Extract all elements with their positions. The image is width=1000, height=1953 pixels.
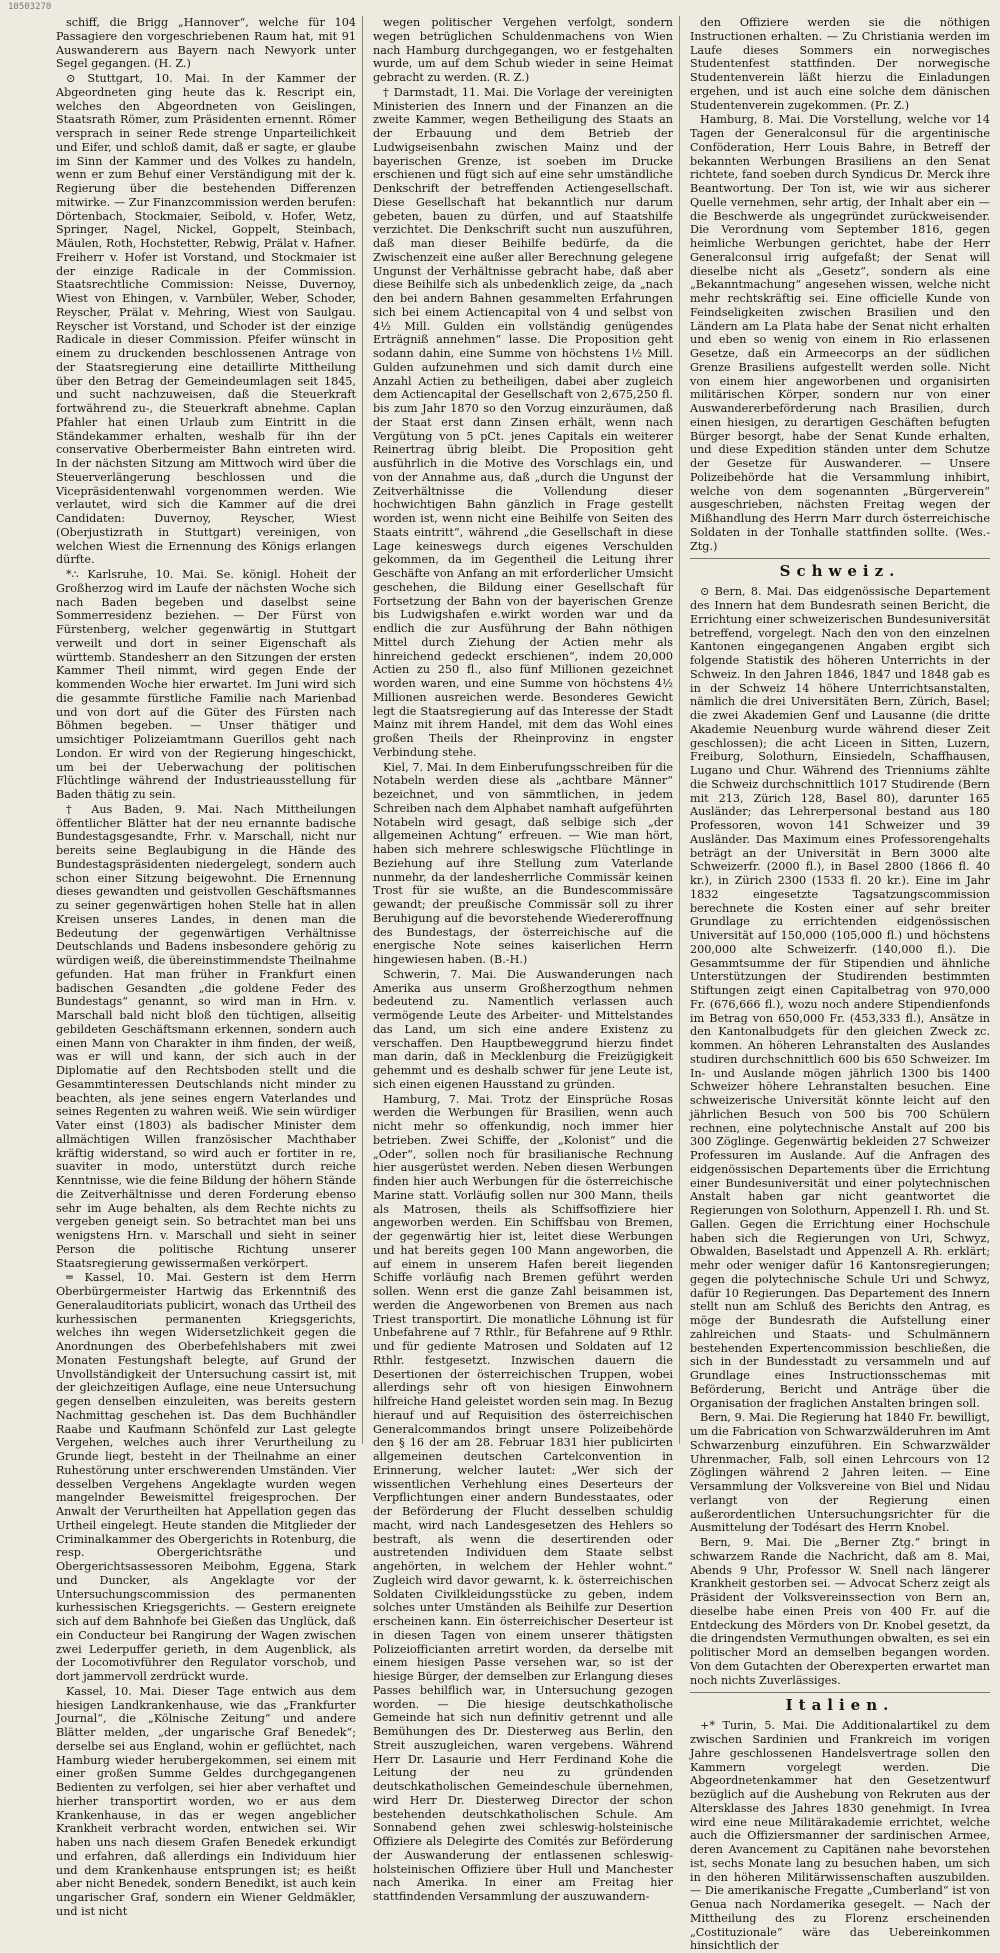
article-continuation-officers: den Offiziere werden sie die nöthigen Instructionen erhalten. — Zu Christiania werden im Laufe dieses Sommers ein norwegisches Studentenfest stattfinden. Der norwegische Studentenverein läßt hierzu die Einladungen ergehen, und ist auch eine solche dem dänischen Studentenverein zugekommen. (Pr. Z.) [690, 16, 990, 112]
article-kassel-1: ═ Kassel, 10. Mai. Gestern ist dem Herrn Oberbürgermeister Hartwig das Erkenntniß des Generalauditoriats publicirt, wonach das Urtheil des kurhessischen permanenten Kriegsgerichts, welches ihn wegen Widersetzlichkeit gegen die Anordnungen des Oberbefehlshabers mit zwei Monaten Festungshaft belegte, auf Grund der Unvollständigkeit der Untersuchung cassirt ist, mit der gleichzeitigen Auflage, eine neue Untersuchung gegen denselben einzuleiten, was bereits gestern Nachmittag geschehen ist. Das dem Buchhändler Raabe und Kaufmann Schönfeld zur Last gelegte Vergehen, welches auch ihrer Verurtheilung zu Grunde liegt, besteht in der Theilnahme an einer Ruhestörung unter erschwerenden Umständen. Vier desselben Vergehens Angeklagte wurden wegen mangelnder Beweismittel freigesprochen. Der Anwalt der Verurtheilten hat Appellation gegen das Urtheil eingelegt. Heute standen die Mitglieder der Criminalkammer des Obergerichts in Rotenburg, die resp. Obergerichtsräthe und Obergerichtsassessoren Meibohm, Eggena, Stark und Duncker, als Angeklagte vor der Untersuchungscommission des permanenten kurhessischen Kriegsgerichts. — Gestern ereignete sich auf dem Bahnhofe bei Gießen das Unglück, daß ein Conducteur bei Rangirung der Wagen zwischen zwei Lederpuffer gerieth, in dem Augenblick, als der Locomotivführer den Regulator vorschob, und dort jammervoll zerdrückt wurde. [56, 1271, 356, 1683]
article-turin: +* Turin, 5. Mai. Die Additionalartikel zu dem zwischen Sardinien und Frankreich im vorigen Jahre geschlossenen Handelsvertrage sollen den Kammern vorgelegt werden. Die Abgeordnetenkammer hat den Gesetzentwurf bezüglich auf die Aushebung von Rekruten aus der Altersklasse des Jahres 1830 genehmigt. In Ivrea wird eine neue Militärakademie errichtet, welche auch die Offiziersmanner der sardinischen Armee, deren Avancement zu Capitänen nahe bevorstehen ist, sechs Monate lang zu besuchen haben, um sich in den höheren Militärwissenschaften auszubilden. — Die amerikanische Fregatte „Cumberland“ ist von Genua nach Nordamerika gesegelt. — Nach der Mittheilung des zu Florenz erscheinenden „Costituzionale“ wäre das Uebereinkommen hinsichtlich der [690, 1719, 990, 1953]
column-2 [373, 16, 680, 1903]
section-heading-italien: Italien. [690, 1692, 990, 1714]
article-stuttgart: ⊙ Stuttgart, 10. Mai. In der Kammer der Abgeordneten ging heute das k. Rescript ein, welches den Abgeordneten von Geislingen, Staatsrath Römer, zum Präsidenten ernennt. Römer versprach in seiner Rede strenge Unparteilichkeit und Eifer, und schloß damit, daß er sagte, er glaube im Sinn der Kammer und des Volkes zu handeln, wenn er zum Behuf einer Verständigung mit der k. Regierung über die bestehenden Differenzen mitwirke. — Zur Finanzcommission werden berufen: Dörtenbach, Stockmaier, Seibold, v. Hofer, Wetz, Springer, Nagel, Nickel, Goppelt, Steinbach, Mäulen, Roth, Hochstetter, Rebwig, Prälat v. Hafner. Freiherr v. Hofer ist Vorstand, und Stockmaier ist der einzige Radicale in der Commission. Staatsrechtliche Commission: Neisse, Duvernoy, Wiest von Ehingen, v. Varnbüler, Weber, Schoder, Reyscher, Prälat v. Mehring, Wiest von Saulgau. Reyscher ist Vorstand, und Schoder ist der einzige Radicale in dieser Commission. Pfeifer wünscht in einem zu druckenden beschlossenen Antrage von der Staatsregierung eine detaillirte Mittheilung über den Betrag der Gemeindeumlagen seit 1845, und sucht nachzuweisen, daß die Steuerkraft fortwährend zu-, die Steuerkraft abnehme. Caplan Pfahler hat einen Urlaub zum Eintritt in die Ständekammer erhalten, weshalb für ihn der conservative Oberbermeister Bahn eintreten wird. In der nächsten Sitzung am Mittwoch wird über die Steuerverlängerung beschlossen und die Vicepräsidentenwahl vorgenommen werden. Wie verlautet, wird sich die Kammer auf die drei Candidaten: Duvernoy, Reyscher, Wiest (Oberjustizrath in Stuttgart) vereinigen, von welchen Wiest die Ernennung des Königs erlangen dürfte. [56, 72, 356, 567]
page-id: 10503270 [8, 2, 52, 12]
article-schwerin: Schwerin, 7. Mai. Die Auswanderungen nach Amerika aus unserm Großherzogthum nehmen bedeutend zu. Namentlich verlassen auch vermögende Leute des Arbeiter- und Mittelstandes das Land, um sich eine andere Existenz zu verschaffen. Den Hauptbeweggrund hierzu findet man darin, daß in Mecklenburg die Freizügigkeit gehemmt und es deshalb schwer für jene Leute ist, sich einen eigenen Hausstand zu gründen. [373, 967, 673, 1091]
article-continuation: wegen politischer Vergehen verfolgt, sondern wegen betrüglichen Schuldenmachens von Wien nach Hamburg durchgegangen, wo er festgehalten wurde, um auf dem Schub wieder in seine Heimat gebracht zu werden. (R. Z.) [373, 16, 673, 84]
article-bern-snell: Bern, 9. Mai. Die „Berner Ztg.“ bringt in schwarzem Rande die Nachricht, daß am 8. Mai, Abends 9 Uhr, Professor W. Snell nach längerer Krankheit gestorben sei. — Advocat Scherz zeigt als Präsident der Volksvereinssection von Bern an, dieselbe habe einen Preis von 400 Fr. auf die Entdeckung des Mörders von Dr. Knobel gesetzt, da die dringendsten Vermuthungen obwalten, es sei ein politischer Mord an demselben begangen worden. Von dem Gutachten der Oberexperten erwartet man noch nichts Zuverlässiges. [690, 1536, 990, 1687]
article-darmstadt: † Darmstadt, 11. Mai. Die Vorlage der vereinigten Ministerien des Innern und der Finanzen an die zweite Kammer, wegen Betheiligung des Staats an der Erbauung und dem Betrieb der Ludwigseisenbahn zwischen Mainz und der bayerischen Grenze, ist soeben im Drucke erschienen und fügt sich auf eine sehr umständliche Denkschrift der betreffenden Actiengesellschaft. Diese Gesellschaft hat bekanntlich nur darum gebeten, bauen zu dürfen, und auf Staatshilfe verzichtet. Die Denkschrift sucht nun auszuführen, daß man dieser Beihilfe bedürfe, da die Zwischenzeit eine außer aller Berechnung gelegene Ungunst der Verhältnisse gebracht habe, daß aber diese Beihilfe sich als unbedenklich zeige, da „nach den bei andern Bahnen gesammelten Erfahrungen sich bei einem Actiencapital von 4 und selbst von 4½ Mill. Gulden ein vollständig genügendes Erträgniß annehmen“ lasse. Die Proposition geht sodann dahin, eine Summe von höchstens 1½ Mill. Gulden aufzunehmen und sich damit durch eine Anzahl Actien zu betheiligen, dabei aber zugleich dem Actiencapital der Gesellschaft von 2,675,250 fl. bis zum Jahr 1870 so den Vorzug einzuräumen, daß der Staat erst dann Zinsen erhält, wenn nach Vergütung von 5 pCt. jenes Capitals ein weiterer Reinertrag übrig bleibt. Die Proposition geht ausführlich in die Motive des Vorschlags ein, und von der Annahme aus, daß „durch die Ungunst der Zeitverhältnisse die Vollendung dieser hochwichtigen Bahn gänzlich in Frage gestellt worden ist, wenn nicht eine Beihilfe von Seiten des Staats eintritt“, während „die Gesellschaft in diese Lage keineswegs durch eigenes Verschulden gekommen, da im Gegentheil die Leitung ihrer Geschäfte von Anfang an mit erforderlicher Umsicht geschehen, die Bildung einer Gesellschaft für Fortsetzung der Bahn von der bayerischen Grenze bis Ludwigshafen e.wirkt worden war und da endlich die zur Ausführung der Bahn nöthigen Mittel durch Ziehung der Actien mehr als hinreichend gedeckt erschienen“, indem 20,000 Actien zu 250 fl., also fünf Millionen gezeichnet worden waren, und eine Summe von höchstens 4½ Millionen ausreichen werde. Besonderes Gewicht legt die Staatsregierung auf das Interesse der Stadt Mainz mit ihrem Handel, mit dem das Wohl eines großen Theils der Rheinprovinz in engster Verbindung stehe. [373, 85, 673, 759]
article-bern-uhren: Bern, 9. Mai. Die Regierung hat 1840 Fr. bewilligt, um die Fabrication von Schwarzwälderuhren im Amt Schwarzenburg einzuführen. Ein Schwarzwälder Uhrenmacher, Falb, soll einen Lehrcours von 12 Zöglingen während 2 Jahren leiten. — Eine Versammlung der Volksvereine von Biel und Nidau verlangt von der Regierung einen außerordentlichen Untersuchungsrichter für die Ausmittelung der Todésart des Herrn Knobel. [690, 1411, 991, 1535]
column-3 [690, 16, 991, 1953]
article-kiel: Kiel, 7. Mai. In dem Einberufungsschreiben für die Notabeln werden diese als „achtbare Männer“ bezeichnet, und von sämmtlichen, in jedem Schreiben nach dem Alphabet namhaft aufgeführten Notabeln wird gesagt, daß selbige sich „der allgemeinen Achtung“ erfreuen. — Wie man hört, haben sich mehrere schleswigsche Flüchtlinge in Beziehung auf ihre Stellung zum Vaterlande nunmehr, da der landesherrliche Commissär keinen Trost für sie wußte, an die Bundescommissäre gewandt; der preußische Commissär soll zu ihrer Beruhigung auf die bevorstehende Wiedereroffnung des Bundestags, der österreichische auf die energische Note seines kaiserlichen Herrn hingewiesen haben. (B.-H.) [373, 760, 673, 966]
column-1 [56, 16, 363, 1918]
article-kassel-2: Kassel, 10. Mai. Dieser Tage entwich aus dem hiesigen Landkrankenhause, wie das „Frankfurter Journal“, die „Kölnische Zeitung“ und andere Blätter melden, „der ungarische Graf Benedek“; derselbe sei aus England, wohin er geflüchtet, nach Hamburg wieder herubergekommen, sei einem mit einer großen Summe Geldes durchgegangenen Bedienten zu verfolgen, sei hier aber verhaftet und hierher transportirt worden, wo er aus dem Krankenhause, in das er wegen angeblicher Krankheit verbracht worden, entwichen sei. Wir haben uns nach diesem Grafen Benedek erkundigt und erfahren, daß allerdings ein Individuum hier und dem Krankenhause entsprungen ist; es heißt aber nicht Benedek, sondern Benedikt, ist auch kein ungarischer Graf, sondern ein Wiener Geldmäkler, und ist nicht [56, 1684, 356, 1918]
article-hamburg-senat: Hamburg, 8. Mai. Die Vorstellung, welche vor 14 Tagen der Generalconsul für die argentinische Conföderation, Herr Louis Bahre, in Betreff der bekannten Werbungen Brasiliens an den Senat richtete, fand soeben durch Syndicus Dr. Merck ihre Beantwortung. Der Ton ist, wie wir aus sicherer Quelle vernehmen, sehr artig, der Inhalt aber ein — die Beschwerde als ungegründet zurückweisender. Die Verordnung vom September 1816, gegen heimliche Werbungen gerichtet, habe der Herr Generalconsul irrig aufgefaßt; der Senat will dieselbe nicht als „Gesetz“, sondern als eine „Bekanntmachung“ angesehen wissen, welche nicht mehr rechtskräftig sei. Eine officielle Kunde von Feindseligkeiten zwischen Brasilien und den Ländern am La Plata habe der Senat nicht erhalten und eben so wenig von einem in Rio erlassenen Gesetze, daß ein Armeecorps an der südlichen Grenze Brasiliens aufgestellt werden solle. Nicht von einem hier angeworbenen und organisirten militärischen Körper, sondern nur von einer Auswandererbeförderung nach Brasilien, durch einen hiesigen, zu derartigen Geschäften befugten Bürger besorgt, habe der Senat Kunde erhalten, und diese Expedition ständen unter dem Schutze der Gesetze für Auswanderer. — Unsere Polizeibehörde hat die Versammlung inhibirt, welche von dem sogenannten „Bürgerverein“ ausgeschrieben, nächsten Freitag wegen der Mißhandlung des Herrn Marr durch österreichische Soldaten in der Tonhalle stattfinden sollte. (Wes.-Ztg.) [690, 113, 990, 553]
article-karlsruhe: *∴ Karlsruhe, 10. Mai. Se. königl. Hoheit der Großherzog wird im Laufe der nächsten Woche sich nach Baden begeben und daselbst seine Sommerresidenz beziehen. — Der Fürst von Fürstenberg, welcher gegenwärtig in Stuttgart verweilt und dort in seiner Eigenschaft als württemb. Standesherr an den Sitzungen der ersten Kammer Theil nimmt, wird gegen Ende der kommenden Woche hier erwartet. Im Juni wird sich die gesammte fürstliche Familie nach Marienbad und von dort auf die Güter des Fürsten nach Böhmen begeben. — Unser thätiger und umsichtiger Polizeiamtmann Guerillos geht nach London. Er wird von der Regierung hingeschickt, um bei der Ueberwachung der politischen Flüchtlinge während der Industrieausstellung für Baden thätig zu sein. [56, 568, 356, 801]
newspaper-columns [56, 16, 991, 1953]
article-hamburg-werbungen: Hamburg, 7. Mai. Trotz der Einsprüche Rosas werden die Werbungen für Brasilien, wenn auch nicht mehr so offenkundig, noch immer hier betrieben. Zwei Schiffe, der „Kolonist“ und die „Oder“, sollen noch für brasilianische Rechnung hier ausgerüstet werden. Neben diesen Werbungen finden hier auch Werbungen für die österreichische Marine statt. Vorläufig sollen nur 300 Mann, theils als Matrosen, theils als Schiffsoffiziere hier angeworben werden. Ein Schiffsbau von Bremen, der gegenwärtig hier ist, leitet diese Werbungen und hat bereits gegen 100 Mann angeworben, die auf einem in unserem Hafen bereit liegenden Schiffe vorläufig nach Bremen geführt werden sollen. Wenn erst die ganze Zahl beisammen ist, werden die Angeworbenen von Bremen aus nach Triest transportirt. Die monatliche Löhnung ist für Unbefahrene auf 7 Rthlr., für Befahrene auf 9 Rthlr. und für gediente Matrosen und Soldaten auf 12 Rthlr. festgesetzt. Inzwischen dauern die Desertionen der österreichischen Truppen, wobei allerdings sehr oft von hiesigen Einwohnern hilfreiche Hand geleistet worden sein mag. In Bezug hierauf und auf Requisition des österreichischen Generalcommandos bringt unsere Polizeibehörde den § 16 der am 28. Februar 1831 hier publicirten allgemeinen deutschen Cartelconvention in Erinnerung, welcher lautet: „Wer sich der wissentlichen Verhehlung eines Deserteurs der Verpflichtungen einer andern Bundesstaates, oder der Beförderung der Flucht desselben schuldig macht, wird nach Landesgesetzen des Hehlers so bestraft, als wenn die desertirenden oder austretenden Individuen dem Staate selbst angehörten, in welchem der Hehler wohnt.“ Zugleich wird davor gewarnt, k. k. österreichischen Soldaten Civilkleidungsstücke zu geben, indem solches unter Umständen als Beihilfe zur Desertion erscheinen kann. Ein österreichischer Deserteur ist in diesen Tagen von einem unserer thätigsten Polizeiofficianten arretirt worden, da derselbe mit einem hiesigen Passe versehen war, so ist der hiesige Bürger, der demselben zur Erlangung dieses Passes behilflich war, in Untersuchung gezogen worden. — Die hiesige deutschkatholische Gemeinde hat sich nun definitiv getrennt und alle Bemühungen des Dr. Diesterweg aus Berlin, den Streit auszugleichen, waren vergebens. Während Herr Dr. Lasaurie und Herr Ferdinand Kohe die Leitung der neu zu gründenden deutschkatholischen Gemeindeschule übernehmen, wird Herr Dr. Diesterweg Director der schon bestehenden deutschkatholischen Schule. Am Sonnabend gehen zwei schleswig-holsteinische Offiziere als Delegirte des Comités zur Beförderung der Auswanderung der entlassenen schleswig-holsteinischen Offiziere über Hull und Manchester nach Amerika. In einer am Freitag hier stattfindenden Versammlung der auszuwandern- [373, 1092, 673, 1903]
article-hamburg-ship: schiff, die Brigg „Hannover“, welche für 104 Passagiere den vorgeschriebenen Raum hat, mit 91 Auswanderern aus Bayern nach Newyork unter Segel gegangen. (H. Z.) [56, 16, 356, 71]
article-aus-baden: † Aus Baden, 9. Mai. Nach Mittheilungen öffentlicher Blätter hat der neu ernannte badische Bundestagsgesandte, Frhr. v. Marschall, nicht nur bereits seine Beglaubigung in die Hände des Bundestagspräsidenten niedergelegt, sondern auch schon einer Sitzung beigewohnt. Die Ernennung dieses gewandten und geistvollen Geschäftsmannes zu seiner gegenwärtigen hohen Stelle hat in allen Kreisen unseres Landes, in denen man die Bedeutung der gegenwärtigen Verhältnisse Deutschlands und Badens insbesondere gehörig zu würdigen weiß, die übereinstimmendste Theilnahme gefunden. Hat man früher in Frankfurt einen badischen Gesandten „die goldene Feder des Bundestags“ genannt, so wird man in Hrn. v. Marschall bald nicht bloß den tüchtigen, allseitig gebildeten Geschäftsmann erkennen, sondern auch einen Mann von Charakter in ihm finden, der weiß, was er will und kann, der sich auch in der Diplomatie auf den Rechtsboden stellt und die Gesammtinteressen Deutschlands nicht minder zu beachten, als jene seines engern Vaterlandes und seines Regenten zu wahren weiß. Wie sein würdiger Vater einst (1803) als badischer Minister dem allmächtigen Willen französischer Machthaber kräftig widerstand, so wird auch er fortiter in re, suaviter in modo, unterstützt durch reiche Kenntnisse, wie die feine Bildung der höhern Stände die Zeitverhältnisse und deren Forderung ebenso sehr im Auge behalten, als dem Rechte nichts zu vergeben geneigt sein. So betrachtet man bei uns wenigstens Hrn. v. Marschall und sieht in seiner Person die politische Richtung unserer Staatsregierung gewissermaßen verkörpert. [56, 802, 356, 1270]
article-bern-universitaet: ⊙ Bern, 8. Mai. Das eidgenössische Departement des Innern hat dem Bundesrath seinen Bericht, die Errichtung einer schweizerischen Bundesuniversität betreffend, vorgelegt. Nach den von den einzelnen Kantonen eingegangenen Angaben ergibt sich folgende Statistik des höheren Unterrichts in der Schweiz. In den Jahren 1846, 1847 und 1848 gab es in der Schweiz 14 höhere Unterrichtsanstalten, nämlich die drei Universitäten Bern, Zürich, Basel; die zwei Akademien Genf und Lausanne (die dritte Akademie Neuenburg wurde während dieser Zeit geschlossen); die acht Liceen in Sitten, Luzern, Freiburg, Solothurn, Einsiedeln, Schaffhausen, Lugano und Chur. Während des Trienniums zählte die Schweiz durchschnittlich 1017 Studirende (Bern mit 213, Zürich 128, Basel 80), darunter 165 Ausländer; das Lehrerpersonal bestand aus 180 Professoren, wovon 141 Schweizer und 39 Ausländer. Das Maximum eines Professorengehalts beträgt an der Universität in Bern 3000 alte Schweizerfr. (2000 fl.), in Basel 2800 (1866 fl. 40 kr.), in Zürich 2300 (1533 fl. 20 kr.). Eine im Jahr 1832 eingesetzte Tagsatzungscommission berechnete die Kosten einer auf sehr breiter Grundlage zu errichtenden eidgenössischen Universität auf 150,000 (105,000 fl.) und höchstens 200,000 alte Schweizerfr. (140,000 fl.). Die Gesammtsumme der für Stipendien und ähnliche Unterstützungen der Studirenden bestimmten Stiftungen zeigt einen Capitalbetrag von 970,000 Fr. (676,666 fl.), wozu noch andere Stipendienfonds im Betrag von 650,000 Fr. (453,333 fl.), Ansätze in den Kantonalbudgets für den gleichen Zweck zc. kommen. An höheren Lehranstalten des Auslandes studiren durchschnittlich 600 bis 650 Schweizer. Im In- und Auslande mögen jährlich 1300 bis 1400 Schweizer höhere Lehranstalten besuchen. Eine schweizerische Universität könnte leicht auf den jährlichen Besuch von 500 bis 700 Schülern rechnen, eine polytechnische Anstalt auf 200 bis 300 Zöglinge. Gegenwärtig bekleiden 27 Schweizer Professuren im Auslande. Auf die Anfragen des eidgenössischen Departements über die Errichtung einer Bundesuniversität und einer polytechnischen Anstalt haben gar nicht geantwortet die Regierungen von Solothurn, Appenzell I. Rh. und St. Gallen. Gegen die Errichtung einer Hochschule haben sich die Regierungen von Uri, Schwyz, Obwalden, Baselstadt und Appenzell A. Rh. erklärt; mehr oder weniger dafür 16 Kantonsregierungen; gegen die polytechnische Schule Uri und Schwyz, dafür 10 Regierungen. Das Departement des Innern stellt nun am Schluß des Berichts den Antrag, es möge der Bundesrath die Aufstellung einer zahlreichen und Staats- und Schulmännern bestehenden Expertencommission beschließen, die sich in der Bundesstadt zu versammeln und auf Grundlage eines Instructionsschemas mit Beförderung, Bericht und Anträge über die Organisation der fraglichen Anstalten bringen soll. [690, 585, 990, 1410]
section-heading-schweiz: Schweiz. [690, 558, 990, 580]
